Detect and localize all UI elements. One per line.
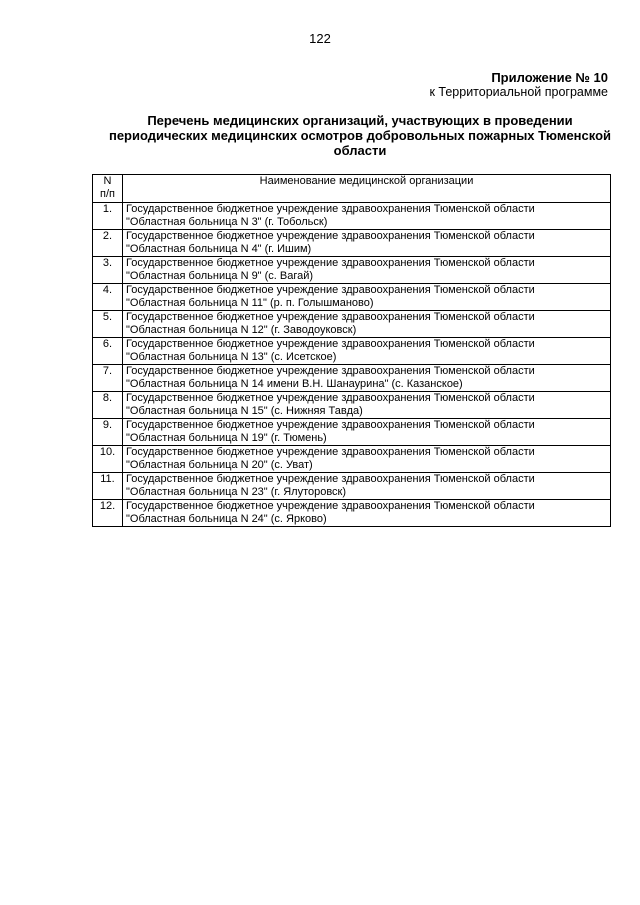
document-title-line: Перечень медицинских организаций, участвующих в проведении [147, 113, 573, 128]
organization-name-line1: Государственное бюджетное учреждение здравоохранения Тюменской области [126, 473, 535, 485]
table-row [93, 257, 611, 284]
organization-name [123, 365, 611, 392]
organization-name-line2: "Областная больница N 14 имени В.Н. Шанаурина" (с. Казанское) [126, 378, 463, 390]
row-number: 5. [93, 311, 123, 338]
table-row [93, 311, 611, 338]
page-number: 122 [309, 31, 331, 46]
organization-name-line2: "Областная больница N 19" (г. Тюмень) [126, 432, 327, 444]
organization-name [123, 257, 611, 284]
table-row [93, 338, 611, 365]
organization-name-line2: "Областная больница N 4" (г. Ишим) [126, 243, 312, 255]
document-title-line: области [333, 143, 387, 158]
organization-name [123, 230, 611, 257]
header-number-line2: п/п [100, 188, 115, 200]
table-row [93, 473, 611, 500]
header-organization-name: Наименование медицинской организации [123, 175, 611, 203]
organization-name-line1: Государственное бюджетное учреждение здравоохранения Тюменской области [126, 203, 535, 215]
organization-name-line1: Государственное бюджетное учреждение здравоохранения Тюменской области [126, 311, 535, 323]
organization-name-line2: "Областная больница N 12" (г. Заводоуковск) [126, 324, 357, 336]
organization-name [123, 338, 611, 365]
organization-name [123, 311, 611, 338]
organization-name [123, 446, 611, 473]
organization-name-line2: "Областная больница N 3" (г. Тобольск) [126, 216, 328, 228]
organization-name [123, 473, 611, 500]
row-number: 11. [93, 473, 123, 500]
organization-name-line1: Государственное бюджетное учреждение здравоохранения Тюменской области [126, 284, 535, 296]
organization-name-line2: "Областная больница N 9" (с. Вагай) [126, 270, 314, 282]
row-number: 7. [93, 365, 123, 392]
row-number: 12. [93, 500, 123, 527]
organization-name-line2: "Областная больница N 20" (с. Уват) [126, 459, 313, 471]
organization-name [123, 500, 611, 527]
organization-name-line1: Государственное бюджетное учреждение здравоохранения Тюменской области [126, 257, 535, 269]
document-title-line: периодических медицинских осмотров добровольных пожарных Тюменской [108, 128, 612, 143]
organization-name-line1: Государственное бюджетное учреждение здравоохранения Тюменской области [126, 500, 535, 512]
organization-name [123, 419, 611, 446]
row-number: 2. [93, 230, 123, 257]
header-number [93, 175, 123, 203]
organization-name [123, 203, 611, 230]
organization-name-line2: "Областная больница N 11" (р. п. Голышманово) [126, 297, 374, 309]
organization-name-line1: Государственное бюджетное учреждение здравоохранения Тюменской области [126, 446, 535, 458]
row-number: 4. [93, 284, 123, 311]
appendix-block [429, 70, 608, 100]
row-number: 9. [93, 419, 123, 446]
organization-name-line1: Государственное бюджетное учреждение здравоохранения Тюменской области [126, 230, 535, 242]
organization-name-line1: Государственное бюджетное учреждение здравоохранения Тюменской области [126, 338, 535, 350]
organization-name [123, 392, 611, 419]
document-title [80, 113, 640, 158]
table-row [93, 284, 611, 311]
row-number: 8. [93, 392, 123, 419]
table-header-row [93, 175, 611, 203]
row-number: 1. [93, 203, 123, 230]
organization-name-line2: "Областная больница N 23" (г. Ялуторовск) [126, 486, 347, 498]
organization-name-line2: "Областная больница N 13" (с. Исетское) [126, 351, 337, 363]
organizations-table [92, 174, 611, 527]
organization-name-line1: Государственное бюджетное учреждение здравоохранения Тюменской области [126, 392, 535, 404]
table-row [93, 392, 611, 419]
organization-name [123, 284, 611, 311]
row-number: 6. [93, 338, 123, 365]
table-row [93, 365, 611, 392]
row-number: 10. [93, 446, 123, 473]
header-number-line1: N [103, 175, 112, 187]
organization-name-line2: "Областная больница N 24" (с. Ярково) [126, 513, 327, 525]
table-row [93, 230, 611, 257]
table-row [93, 419, 611, 446]
organization-name-line1: Государственное бюджетное учреждение здравоохранения Тюменской области [126, 419, 535, 431]
table-row [93, 446, 611, 473]
row-number: 3. [93, 257, 123, 284]
organization-name-line1: Государственное бюджетное учреждение здравоохранения Тюменской области [126, 365, 535, 377]
appendix-subtitle: к Территориальной программе [429, 85, 608, 99]
table-row [93, 500, 611, 527]
appendix-title: Приложение № 10 [491, 70, 608, 85]
table-row [93, 203, 611, 230]
organization-name-line2: "Областная больница N 15" (с. Нижняя Тавда) [126, 405, 363, 417]
